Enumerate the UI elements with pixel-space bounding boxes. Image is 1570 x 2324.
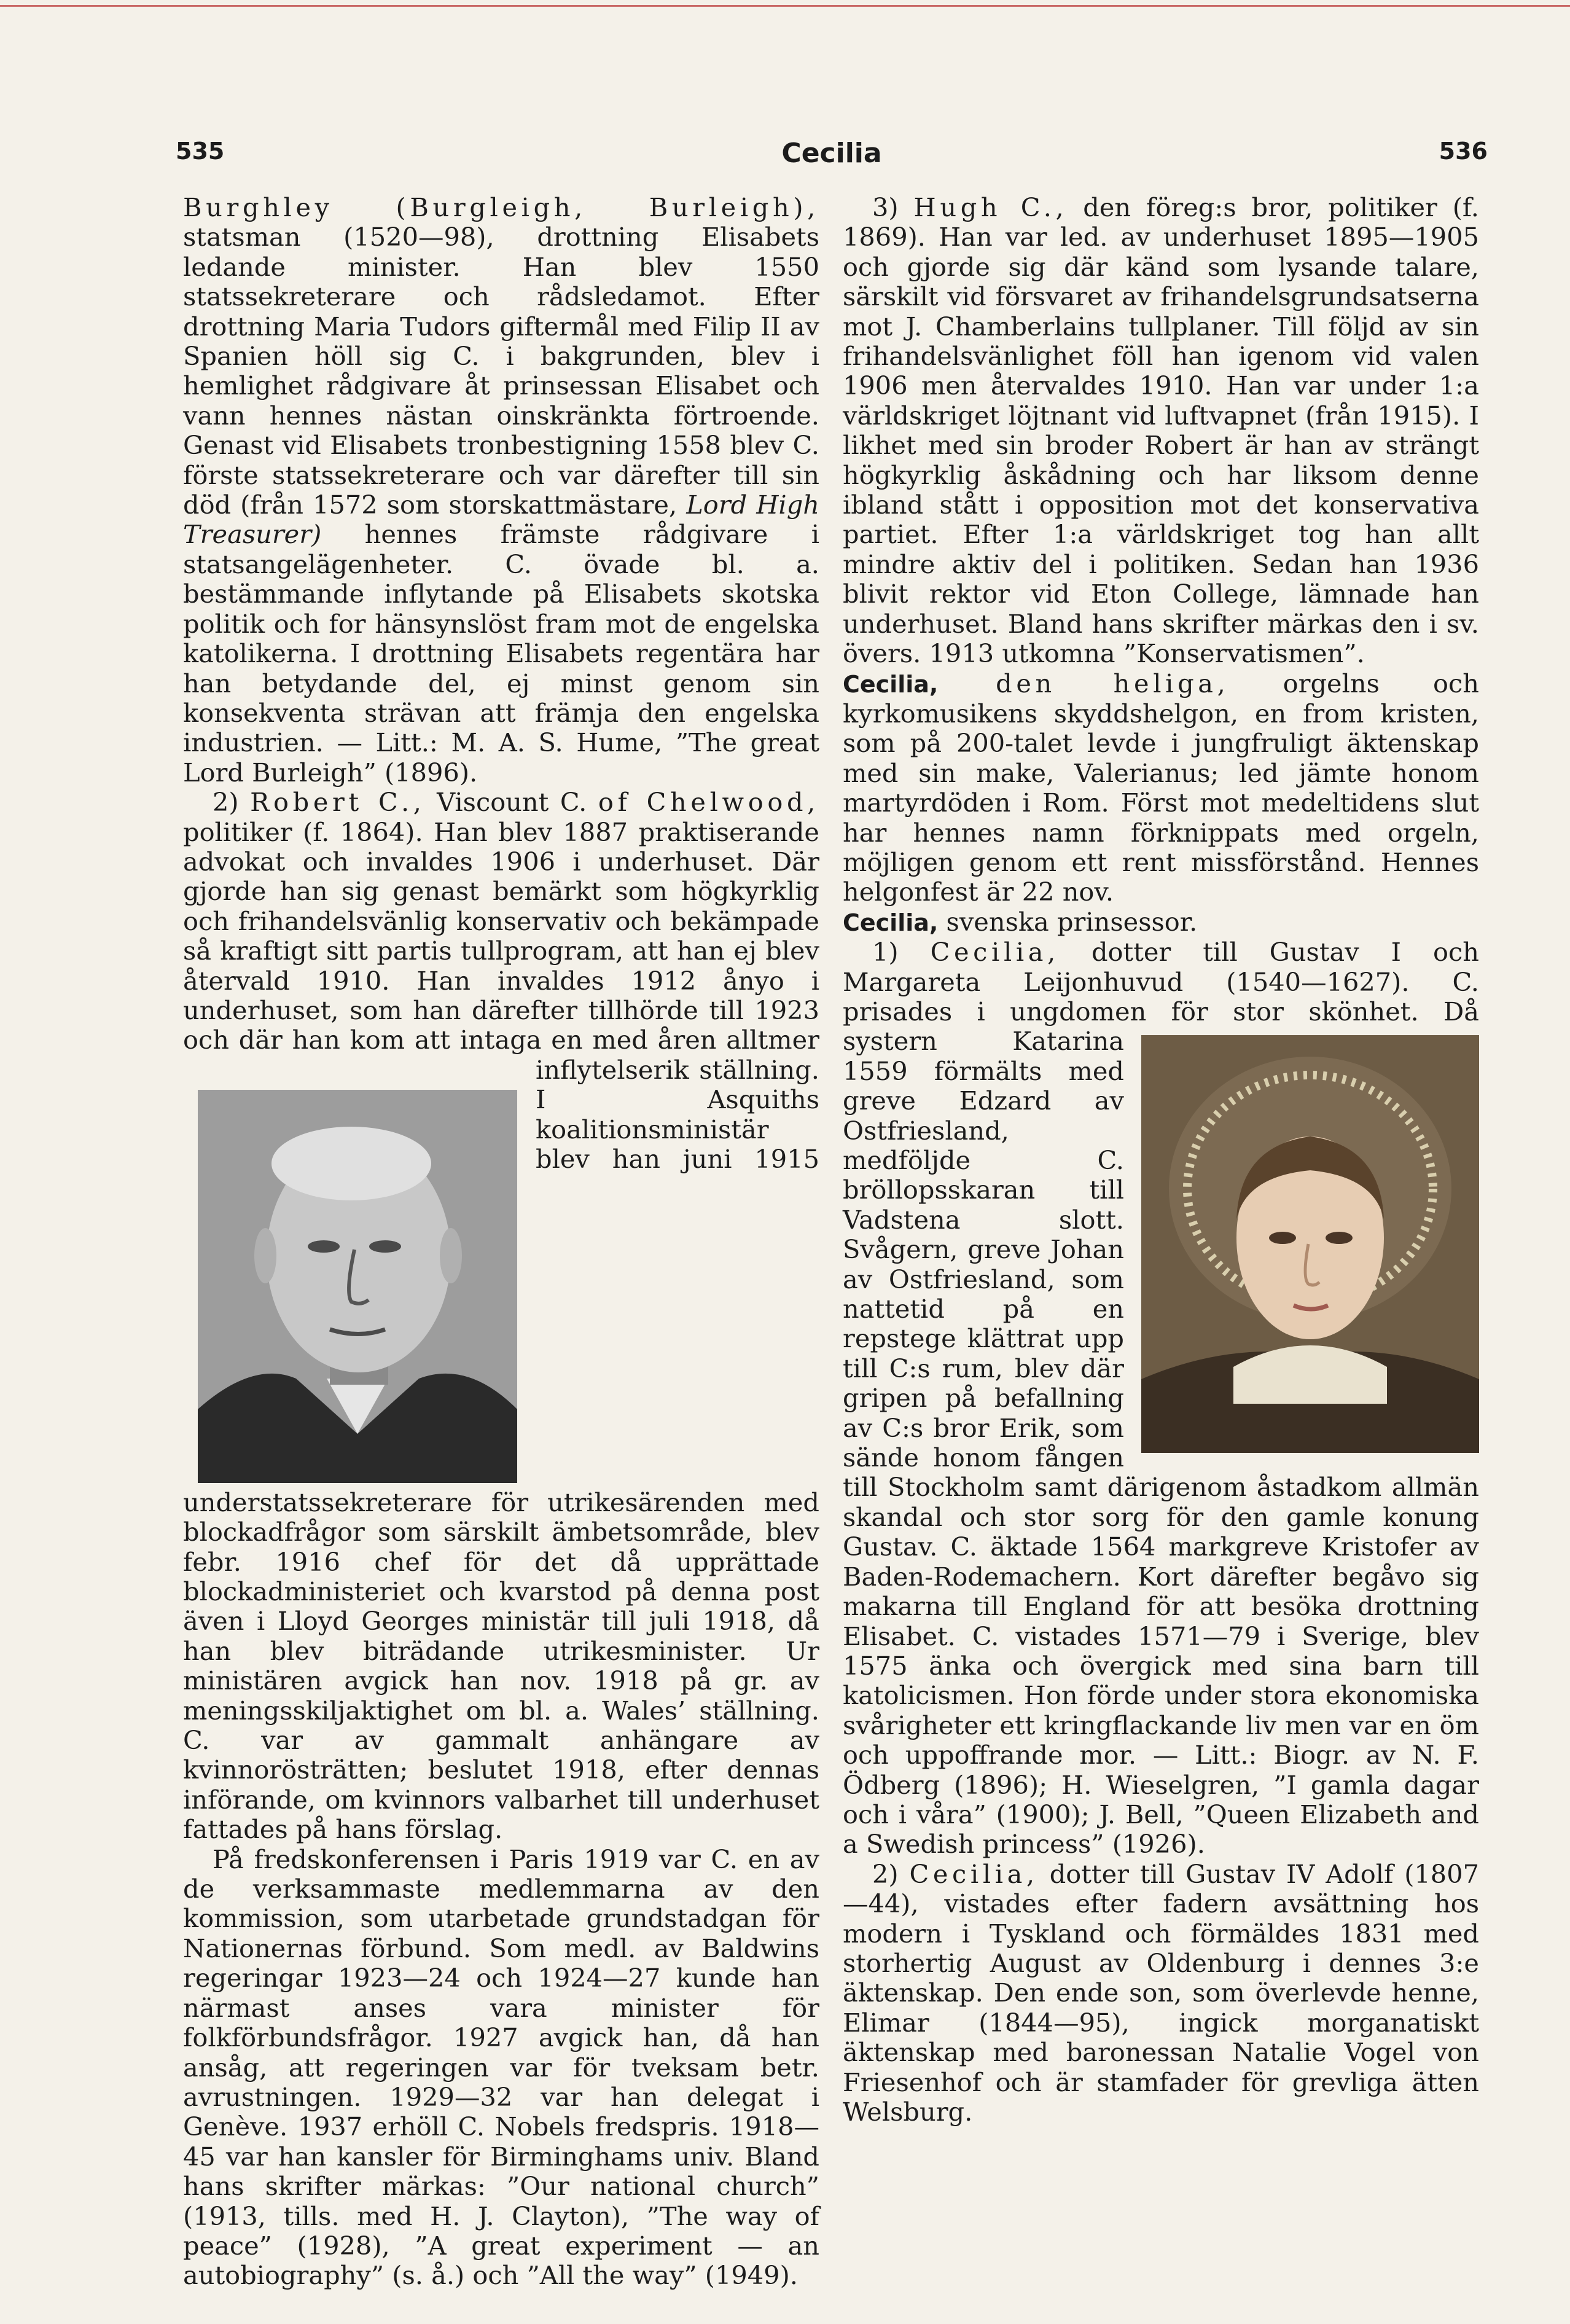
- entry-number: 2): [213, 787, 251, 818]
- entry-robert-continued: På fredskonferensen i Paris 1919 var C. en av de verksammaste medlemmarna av den kommission, som utarbetade grundstadgan för Nationernas förbund. Som medl. av Baldwins regeringar 1923—24 och 1924—27 kunde han närmast anses vara minister för folkförbundsfrågor. 1927 avgick han, då han ansåg, att regeringen var för tveksam betr. avrustningen. 1929—32 var han delegat i Genève. 1937 erhöll C. Nobels fredspris. 1918—45 var han kansler för Birminghams univ. Bland hans skrifter märkas: ”Our national church” (1913, tills. med H. J. Clayton), ”The way of peace” (1928), ”A great experiment — an autobiography” (s. å.) och ”All the way” (1949).: [183, 1844, 819, 2291]
- entry-cecilia-princesses: [843, 907, 1479, 937]
- entry-robert: [183, 788, 819, 1845]
- top-rule: [0, 5, 1570, 7]
- right-column: [843, 193, 1479, 2127]
- portrait-painting-princess-cecilia: [1141, 1035, 1479, 1453]
- entry-number: 2): [872, 1858, 910, 1889]
- entry-text: den föreg:s bror, politiker (f. 1869). Han var led. av underhuset 1895—1905 och gjorde sig där känd som lysande talare, särskilt vid försvaret av frihandelsgrundsatserna mot J. Chamberlains tullplaner. Till följd av sin frihandelsvänlighet föll han igenom vid valen 1906 men återvaldes 1910. Han var under 1:a världskriget löjtnant vid luftvapnet (från 1915). I likhet med sin broder Robert är han av strängt högkyrklig åskådning och har liksom denne ibland stått i opposition mot det konservativa partiet. Efter 1:a världskriget tog han allt mindre aktiv del i politiken. Sedan han 1936 blivit rektor vid Eton College, lämnade han underhuset. Bland hans skrifter märkas den i sv. övers. 1913 utkomna ”Konservatismen”.: [843, 192, 1479, 669]
- entry-text: dotter till Gustav IV Adolf (1807—44), vistades efter fadern avsättning hos modern i Tyskland och förmäldes 1831 med storhertig August av Oldenburg i dennes 3:e äktenskap. Den ende son, som överlevde henne, Elimar (1844—95), ingick morganatiskt äktenskap med baronessan Natalie Vogel von Friesenhof och är stamfader för grevliga ätten Welsburg.: [843, 1858, 1480, 2127]
- entry-spaced-name: Robert C.,: [250, 787, 426, 818]
- left-column: [183, 193, 819, 2291]
- entry-number: 1): [872, 937, 931, 968]
- entry-spaced-name: Burghley (Burgleigh, Burleigh),: [183, 192, 819, 222]
- entry-spaced-name: Hugh C.,: [913, 192, 1068, 222]
- entry-spaced-name: den heliga,: [938, 668, 1230, 698]
- entry-italic-title: Lord High Treasurer): [183, 490, 819, 550]
- entry-cecilia-1: [843, 937, 1479, 1860]
- entry-number: 3): [872, 192, 914, 222]
- portrait-photo-robert-cecil: [198, 1090, 517, 1483]
- running-title: Cecilia: [781, 138, 882, 169]
- entry-burghley: [183, 193, 819, 788]
- page-number-left: 535: [176, 138, 225, 165]
- entry-spaced-name: Cecilia,: [930, 937, 1060, 968]
- entry-cecilia-2: [843, 1860, 1479, 2127]
- entry-text: statsman (1520—98), drottning Elisabets ledande minister. Han blev 1550 statssekreterare och rådsledamot. Efter drottning Maria Tudors giftermål med Filip II av Spanien höll sig C. i bakgrunden, blev i hemlighet rådgivare åt prinsessan Elisabet och vann hennes nästan oinskränkta förtroende. Genast vid Elisabets tronbestigning 1558 blev C. förste statssekreterare och var därefter till sin död (från 1572 som storskattmästare,: [183, 222, 819, 520]
- headword: Cecilia,: [843, 670, 939, 698]
- entry-text: orgelns och kyrkomusikens skyddshelgon, en from kristen, som på 200-talet levde i jungfruligt äktenskap med sin make, Valerianus; led jämte honom martyrdöden i Rom. Först mot medeltidens slut har hennes namn förknippats med orgeln, möjligen genom ett rent missförstånd. Hennes helgonfest är 22 nov.: [843, 668, 1479, 907]
- entry-cecilia-saint: [843, 669, 1479, 907]
- entry-spaced-name: of Chelwood,: [598, 787, 819, 818]
- entry-text: svenska prinsessor.: [938, 906, 1198, 937]
- page-header: [176, 138, 1488, 174]
- entry-text: Viscount C.: [425, 787, 598, 818]
- entry-text: politiker (f. 1864). Han blev 1887 praktiserande advokat och invaldes 1906 i underhuset. Där gjorde han sig genast bemärkt som högkyrklig och frihandelsvänlig konservativ och bekämpade så kraftigt sitt partis tullprogram, att han ej blev återvald 1910. Han invaldes 1912 ånyo i underhuset, som han därefter tillhörde till 1923 och där han kom att intaga en med åren alltmer inflytelserik ställning. I Asquiths koalitionsministär blev han juni 1915 understatssekreterare för utrikesärenden med blockadfrågor som särskilt ämbetsområde, blev febr. 1916 chef för det då upprättade blockadministeriet och kvarstod på denna post även i Lloyd Georges ministär till juli 1918, då han blev biträdande utrikesminister. Ur ministären avgick han nov. 1918 på gr. av meningsskiljaktighet om bl. a. Wales’ ställning. C. var av gammalt anhängare av kvinnorösträtten; beslutet 1918, efter dennas införande, om kvinnors valbarhet till underhuset fattades på hans förslag.: [183, 816, 819, 1845]
- page-number-right: 536: [1439, 138, 1488, 165]
- entry-text: hennes främste rådgivare i statsangelägenheter. C. övade bl. a. bestämmande inflytande på Elisabets skotska politik och for hänsynslöst fram mot de engelska katolikerna. I drottning Elisabets regentära har han betydande del, ej minst genom sin konsekventa strävan att främja den engelska industrien. — Litt.: M. A. S. Hume, ”The great Lord Burleigh” (1896).: [183, 519, 819, 788]
- entry-hugh: [843, 193, 1479, 669]
- entry-spaced-name: Cecilia,: [909, 1858, 1039, 1889]
- entry-text: dotter till Gustav I och Margareta Leijonhuvud (1540—1627). C. prisades i ungdomen för stor skönhet. Då systern Katarina 1559 förmälts med greve Edzard av Ostfriesland, medföljde C. bröllopsskaran till Vadstena slott. Svågern, greve Johan av Ostfriesland, som nattetid på en repstege klättrat upp till C:s rum, blev där gripen på befallning av C:s bror Erik, som sände honom fången till Stockholm samt därigenom åstadkom allmän skandal och stor sorg för den gamle konung Gustav. C. äktade 1564 markgreve Kristofer av Baden-Rodemachern. Kort därefter begåvo sig makarna till England för att besöka drottning Elisabet. C. vistades 1571—79 i Sverige, blev 1575 änka och övergick med sina barn till katolicismen. Hon förde under stora ekonomiska svårigheter ett kringflackande liv men var en öm och uppoffrande mor. — Litt.: Biogr. av N. F. Ödberg (1896); H. Wieselgren, ”I gamla dagar och i våra” (1900); J. Bell, ”Queen Elizabeth and a Swedish princess” (1926).: [843, 937, 1479, 1860]
- headword: Cecilia,: [843, 909, 939, 936]
